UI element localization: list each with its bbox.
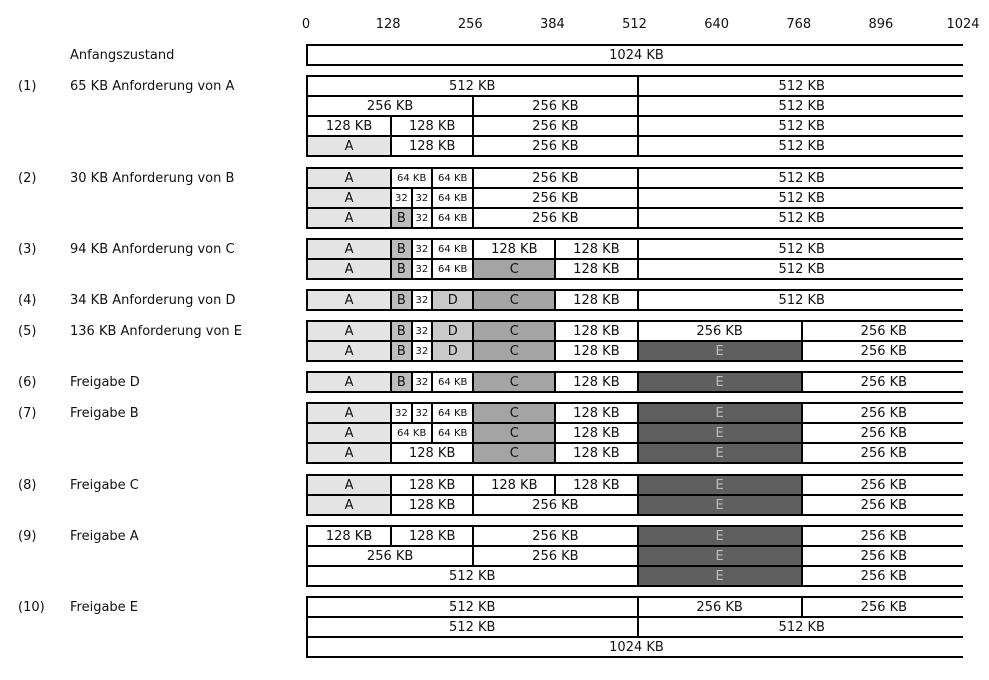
- axis-tick-label: 256: [457, 17, 483, 32]
- step-label: 65 KB Anforderung von A: [70, 79, 235, 94]
- block-process-d: D: [431, 322, 472, 340]
- block-free: 64 KB: [431, 240, 472, 258]
- block-free: 512 KB: [637, 77, 966, 95]
- block-free: 64 KB: [431, 169, 472, 187]
- block-process-b: B: [390, 322, 411, 340]
- step-label: 136 KB Anforderung von E: [70, 324, 242, 339]
- step-number: (1): [18, 79, 37, 94]
- memory-state-row: [306, 547, 963, 567]
- memory-state-row: [306, 342, 963, 362]
- axis-tick-label: 1024: [946, 17, 980, 32]
- block-free: 256 KB: [801, 404, 965, 422]
- step-label: Freigabe D: [70, 375, 140, 390]
- memory-state-row: [306, 496, 963, 516]
- block-process-c: C: [472, 322, 554, 340]
- block-free: 512 KB: [308, 77, 637, 95]
- step-label: Freigabe E: [70, 600, 139, 615]
- block-process-a: A: [308, 322, 390, 340]
- memory-state-row: [306, 424, 963, 444]
- block-process-a: A: [308, 444, 390, 462]
- block-free: 256 KB: [801, 322, 965, 340]
- block-free: 128 KB: [554, 260, 636, 278]
- block-process-e: E: [637, 342, 801, 360]
- block-process-d: D: [431, 342, 472, 360]
- block-process-a: A: [308, 169, 390, 187]
- block-process-a: A: [308, 342, 390, 360]
- block-free: 128 KB: [390, 476, 472, 494]
- block-free: 128 KB: [554, 342, 636, 360]
- memory-state-row: [306, 525, 963, 547]
- block-free: 64 KB: [390, 169, 431, 187]
- block-process-a: A: [308, 189, 390, 207]
- block-free: 512 KB: [637, 189, 966, 207]
- step-label: Anfangszustand: [70, 48, 175, 63]
- block-free: 64 KB: [431, 424, 472, 442]
- block-free: 512 KB: [308, 618, 637, 636]
- block-process-d: D: [431, 291, 472, 309]
- memory-state-row: [306, 97, 963, 117]
- block-free: 256 KB: [801, 424, 965, 442]
- block-free: 32: [411, 322, 432, 340]
- memory-state-row: [306, 260, 963, 280]
- block-free: 128 KB: [554, 373, 636, 391]
- block-free: 1024 KB: [308, 638, 965, 656]
- step-number: (9): [18, 529, 37, 544]
- block-free: 256 KB: [801, 527, 965, 545]
- block-free: 256 KB: [308, 547, 472, 565]
- block-free: 64 KB: [431, 209, 472, 227]
- block-process-a: A: [308, 291, 390, 309]
- block-free: 128 KB: [308, 527, 390, 545]
- step-label: 34 KB Anforderung von D: [70, 293, 236, 308]
- memory-state-row: [306, 137, 963, 157]
- block-free: 256 KB: [472, 117, 636, 135]
- memory-state-row: [306, 289, 963, 311]
- block-free: 128 KB: [308, 117, 390, 135]
- block-free: 32: [411, 260, 432, 278]
- block-free: 128 KB: [472, 240, 554, 258]
- block-process-c: C: [472, 444, 554, 462]
- block-free: 128 KB: [554, 322, 636, 340]
- block-process-c: C: [472, 342, 554, 360]
- block-free: 512 KB: [637, 209, 966, 227]
- memory-state-row: [306, 402, 963, 424]
- block-free: 32: [411, 209, 432, 227]
- block-process-a: A: [308, 373, 390, 391]
- block-free: 128 KB: [554, 291, 636, 309]
- memory-state-row: [306, 75, 963, 97]
- memory-state-row: [306, 596, 963, 618]
- block-free: 256 KB: [801, 496, 965, 514]
- step-label: 94 KB Anforderung von C: [70, 242, 235, 257]
- block-free: 256 KB: [472, 97, 636, 115]
- block-free: 256 KB: [308, 97, 472, 115]
- memory-state-row: [306, 167, 963, 189]
- block-process-b: B: [390, 260, 411, 278]
- block-free: 512 KB: [637, 618, 966, 636]
- block-free: 64 KB: [431, 260, 472, 278]
- block-process-e: E: [637, 424, 801, 442]
- memory-state-row: [306, 567, 963, 587]
- step-number: (6): [18, 375, 37, 390]
- block-process-a: A: [308, 240, 390, 258]
- block-free: 512 KB: [308, 598, 637, 616]
- block-free: 512 KB: [637, 117, 966, 135]
- block-process-a: A: [308, 424, 390, 442]
- axis-tick-label: 640: [704, 17, 730, 32]
- step-label: Freigabe A: [70, 529, 139, 544]
- memory-state-row: [306, 320, 963, 342]
- block-free: 256 KB: [801, 547, 965, 565]
- block-process-e: E: [637, 567, 801, 585]
- block-free: 32: [411, 240, 432, 258]
- block-free: 256 KB: [801, 567, 965, 585]
- block-free: 128 KB: [390, 444, 472, 462]
- block-free: 256 KB: [472, 137, 636, 155]
- axis-tick-label: 512: [622, 17, 647, 32]
- block-free: 128 KB: [554, 476, 636, 494]
- block-free: 256 KB: [801, 476, 965, 494]
- block-free: 128 KB: [554, 444, 636, 462]
- block-free: 512 KB: [637, 260, 966, 278]
- block-process-c: C: [472, 404, 554, 422]
- block-free: 256 KB: [801, 598, 965, 616]
- memory-state-row: [306, 44, 963, 66]
- block-process-b: B: [390, 373, 411, 391]
- block-process-e: E: [637, 527, 801, 545]
- block-process-b: B: [390, 291, 411, 309]
- block-process-a: A: [308, 137, 390, 155]
- block-free: 512 KB: [637, 169, 966, 187]
- block-free: 512 KB: [308, 567, 637, 585]
- block-free: 64 KB: [431, 189, 472, 207]
- block-free: 32: [411, 189, 432, 207]
- block-free: 32: [390, 189, 411, 207]
- block-process-b: B: [390, 209, 411, 227]
- block-free: 128 KB: [390, 496, 472, 514]
- block-process-b: B: [390, 342, 411, 360]
- block-free: 256 KB: [472, 496, 636, 514]
- block-free: 64 KB: [390, 424, 431, 442]
- axis-tick-label: 768: [786, 17, 812, 32]
- step-number: (2): [18, 171, 37, 186]
- block-free: 256 KB: [801, 444, 965, 462]
- axis-tick-label: 896: [868, 17, 894, 32]
- memory-state-row: [306, 618, 963, 638]
- block-process-b: B: [390, 240, 411, 258]
- block-process-c: C: [472, 373, 554, 391]
- step-number: (5): [18, 324, 37, 339]
- block-free: 512 KB: [637, 291, 966, 309]
- block-free: 128 KB: [554, 424, 636, 442]
- block-process-e: E: [637, 496, 801, 514]
- block-free: 64 KB: [431, 373, 472, 391]
- block-free: 512 KB: [637, 240, 966, 258]
- block-free: 32: [411, 291, 432, 309]
- block-free: 32: [411, 373, 432, 391]
- block-free: 512 KB: [637, 97, 966, 115]
- block-free: 256 KB: [472, 547, 636, 565]
- block-process-c: C: [472, 291, 554, 309]
- block-free: 1024 KB: [308, 46, 965, 64]
- block-free: 256 KB: [472, 169, 636, 187]
- axis-tick-label: 384: [539, 17, 565, 32]
- step-number: (10): [18, 600, 45, 615]
- block-free: 128 KB: [554, 404, 636, 422]
- memory-state-row: [306, 474, 963, 496]
- block-free: 128 KB: [554, 240, 636, 258]
- memory-state-row: [306, 371, 963, 393]
- block-process-a: A: [308, 476, 390, 494]
- block-process-a: A: [308, 209, 390, 227]
- axis-tick-label: 128: [375, 17, 401, 32]
- block-process-e: E: [637, 476, 801, 494]
- block-process-e: E: [637, 404, 801, 422]
- axis-tick-label: 0: [301, 17, 311, 32]
- step-number: (7): [18, 406, 37, 421]
- memory-state-row: [306, 444, 963, 464]
- step-number: (8): [18, 478, 37, 493]
- block-free: 32: [411, 404, 432, 422]
- memory-state-row: [306, 238, 963, 260]
- block-free: 32: [390, 404, 411, 422]
- block-process-e: E: [637, 444, 801, 462]
- block-free: 512 KB: [637, 137, 966, 155]
- block-free: 128 KB: [472, 476, 554, 494]
- block-free: 256 KB: [801, 373, 965, 391]
- memory-state-row: [306, 638, 963, 658]
- block-free: 256 KB: [472, 209, 636, 227]
- step-number: (3): [18, 242, 37, 257]
- block-process-a: A: [308, 404, 390, 422]
- block-free: 256 KB: [637, 598, 801, 616]
- block-free: 256 KB: [637, 322, 801, 340]
- step-label: Freigabe B: [70, 406, 139, 421]
- block-free: 256 KB: [472, 527, 636, 545]
- block-free: 64 KB: [431, 404, 472, 422]
- block-free: 128 KB: [390, 117, 472, 135]
- block-free: 128 KB: [390, 527, 472, 545]
- block-process-a: A: [308, 260, 390, 278]
- block-process-e: E: [637, 373, 801, 391]
- block-free: 32: [411, 342, 432, 360]
- block-process-c: C: [472, 424, 554, 442]
- block-free: 256 KB: [472, 189, 636, 207]
- block-process-c: C: [472, 260, 554, 278]
- block-process-a: A: [308, 496, 390, 514]
- step-number: (4): [18, 293, 37, 308]
- memory-state-row: [306, 209, 963, 229]
- memory-state-row: [306, 117, 963, 137]
- block-free: 128 KB: [390, 137, 472, 155]
- block-free: 256 KB: [801, 342, 965, 360]
- step-label: 30 KB Anforderung von B: [70, 171, 235, 186]
- step-label: Freigabe C: [70, 478, 139, 493]
- block-process-e: E: [637, 547, 801, 565]
- memory-state-row: [306, 189, 963, 209]
